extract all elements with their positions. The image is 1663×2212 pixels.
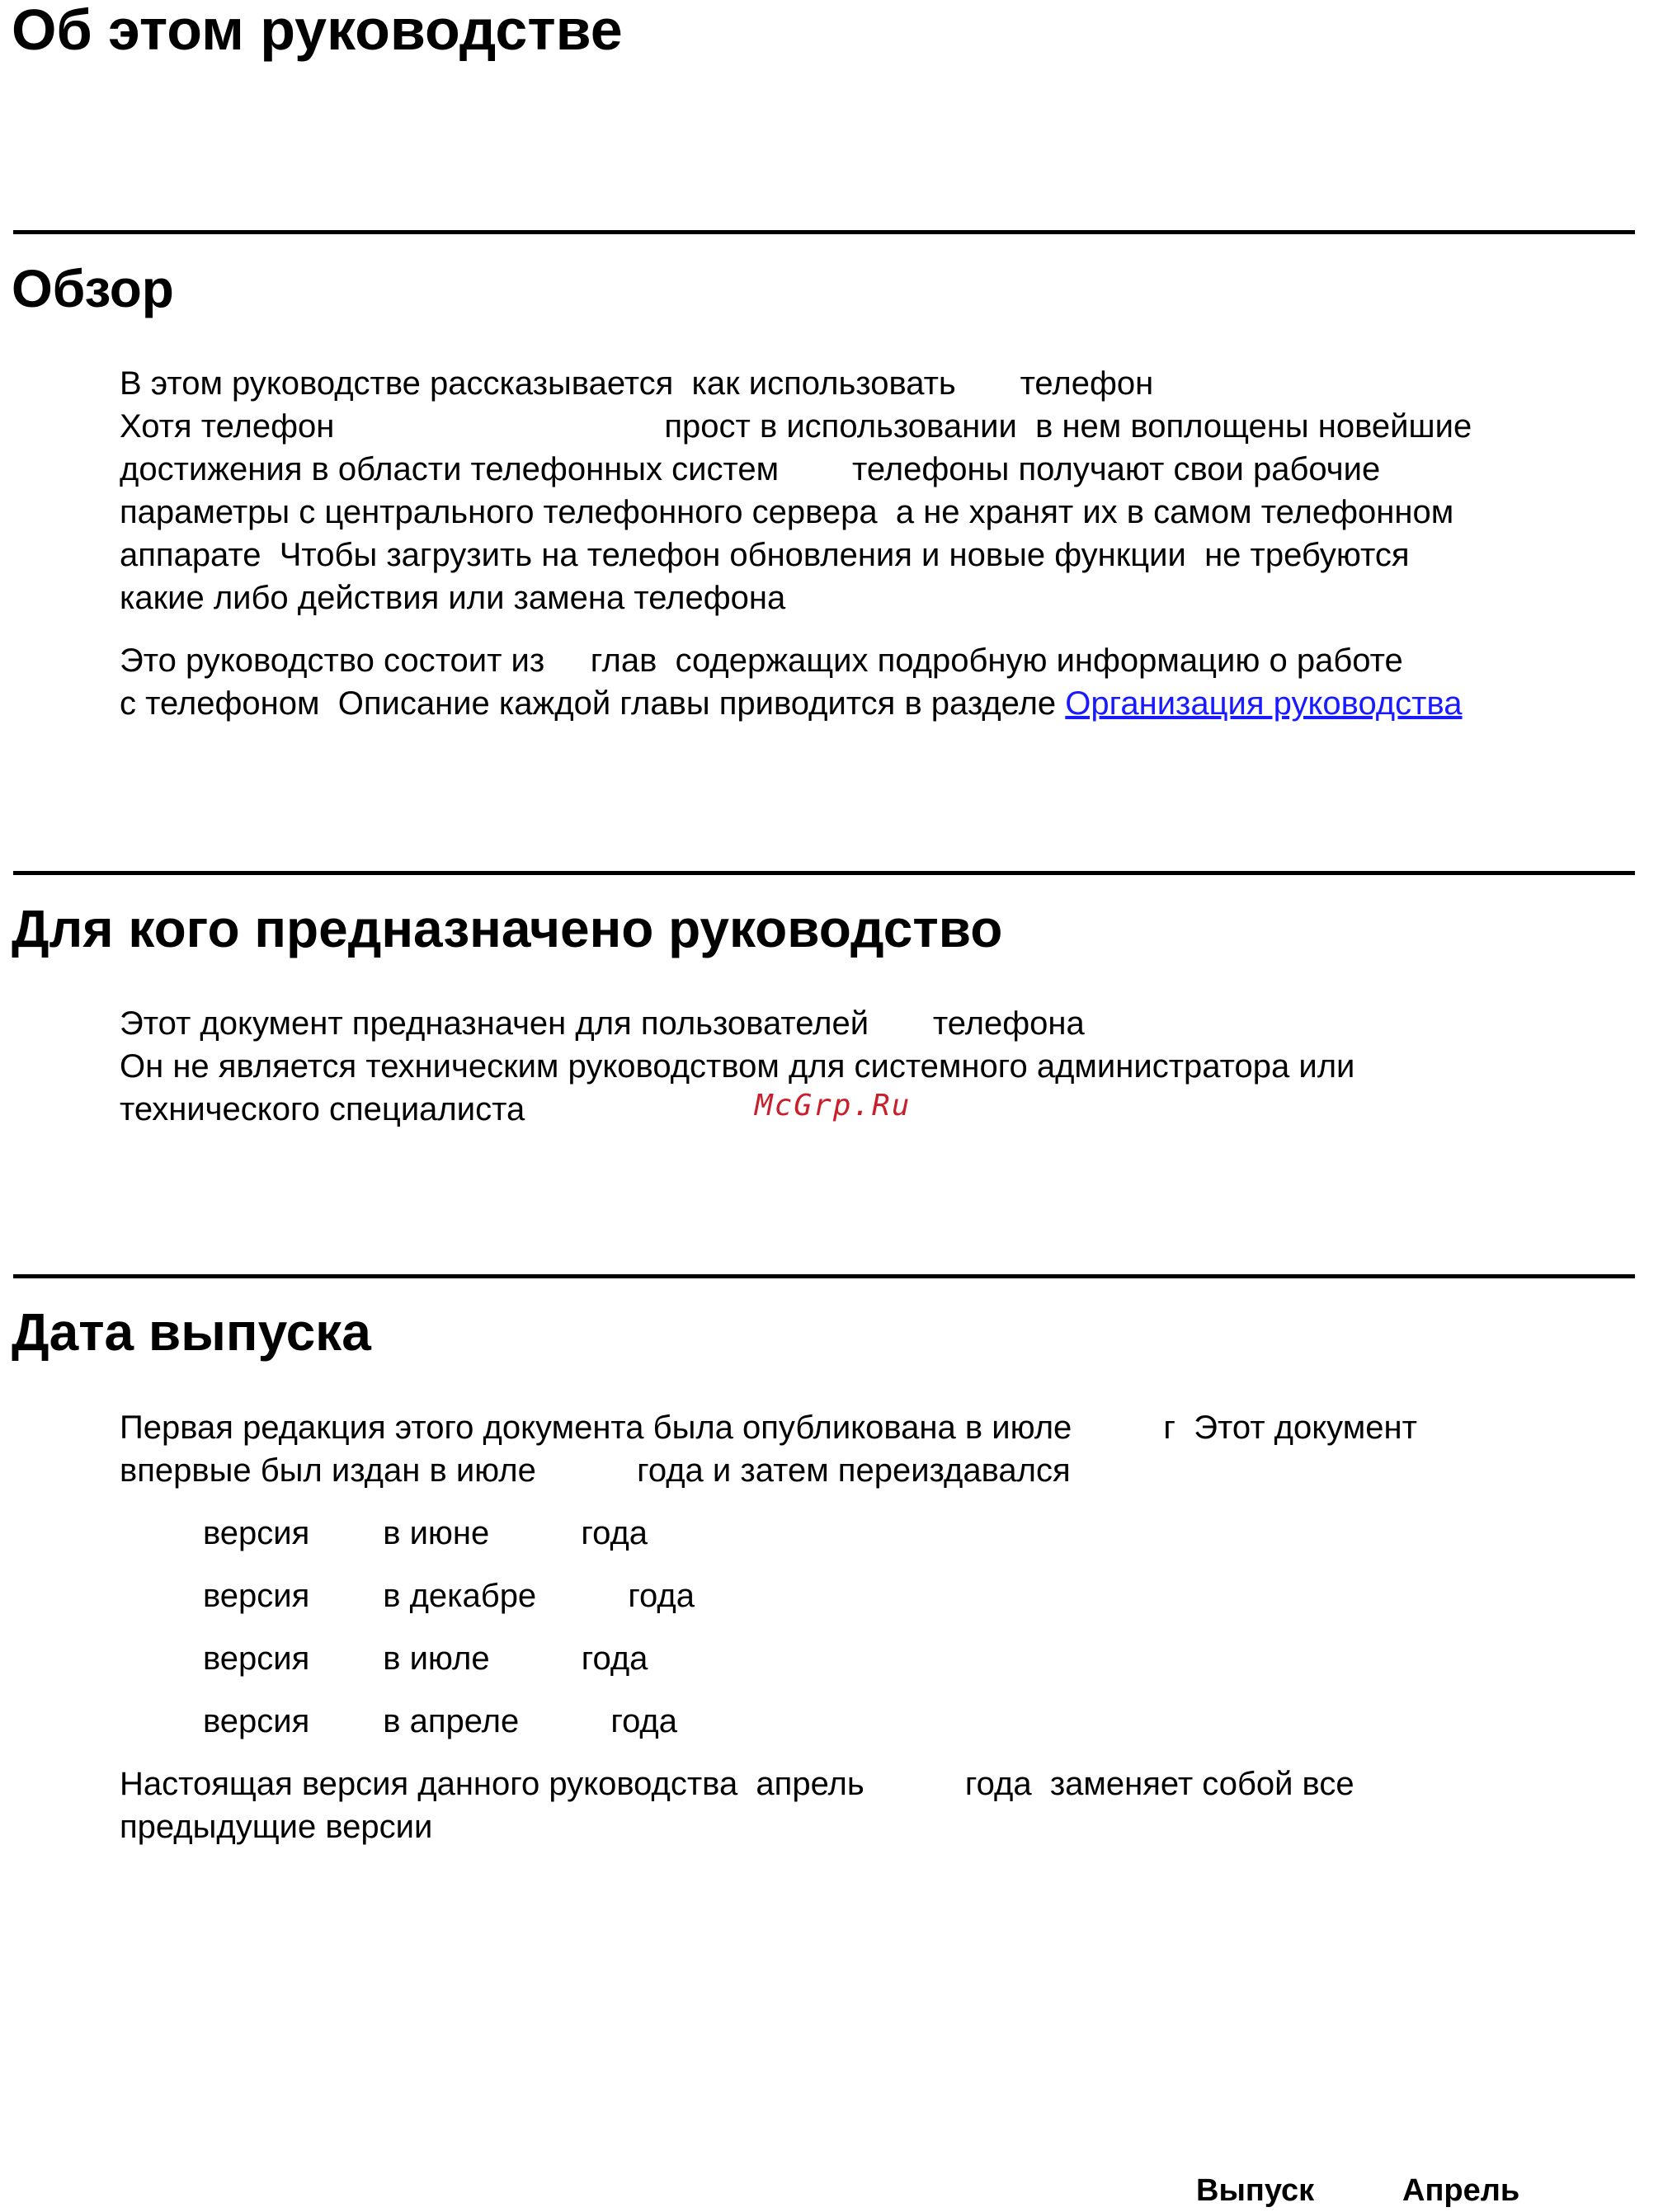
audience-line-1: Этот документ предназначен для пользователей телефона xyxy=(120,1005,1085,1042)
overview-line-4: параметры с центрального телефонного сервера а не хранят их в самом телефонном xyxy=(120,494,1454,530)
overview-heading: Обзор xyxy=(12,259,174,318)
overview-line-5: аппарате Чтобы загрузить на телефон обновления и новые функции не требуются xyxy=(120,537,1410,573)
current-version-line-1: Настоящая версия данного руководства апрель года заменяет собой все xyxy=(120,1766,1354,1802)
version-item-2: версия в декабре года xyxy=(203,1578,695,1614)
overview-line-6: какие либо действия или замена телефона xyxy=(120,580,786,616)
release-intro-line-1: Первая редакция этого документа была опубликована в июле г Этот документ xyxy=(120,1410,1417,1446)
version-item-1: версия в июне года xyxy=(203,1515,648,1551)
overview-line-3: достижения в области телефонных систем телефоны получают свои рабочие xyxy=(120,451,1381,487)
overview-line-7: Это руководство состоит из глав содержащих подробную информацию о работе xyxy=(120,642,1403,679)
release-heading: Дата выпуска xyxy=(12,1302,371,1362)
section-divider xyxy=(13,230,1635,234)
audience-heading: Для кого предназначено руководство xyxy=(12,899,1003,958)
overview-line-1: В этом руководстве рассказывается как использовать телефон xyxy=(120,365,1154,402)
section-divider xyxy=(13,1274,1635,1278)
overview-line-8 xyxy=(120,682,1463,725)
current-version-line-2: предыдущие версии xyxy=(120,1809,433,1845)
overview-line-2: Хотя телефон прост в использовании в нем воплощены новейшие xyxy=(120,408,1472,445)
section-divider xyxy=(13,871,1635,875)
page-title: Об этом руководстве xyxy=(12,0,623,62)
footer-release-label: Выпуск xyxy=(1196,2173,1315,2208)
footer-month-label: Апрель xyxy=(1402,2173,1520,2208)
guide-organization-link[interactable]: Организация руководства xyxy=(1065,685,1463,722)
overview-line-8-text: с телефоном Описание каждой главы приводится в разделе xyxy=(120,685,1066,722)
audience-line-2: Он не является техническим руководством для системного администратора или xyxy=(120,1048,1355,1085)
watermark: McGrp.Ru xyxy=(755,1089,912,1122)
audience-line-3: технического специалиста xyxy=(120,1091,525,1127)
release-intro-line-2: впервые был издан в июле года и затем переиздавался xyxy=(120,1452,1071,1489)
version-item-3: версия в июле года xyxy=(203,1640,648,1677)
version-item-4: версия в апреле года xyxy=(203,1703,678,1739)
